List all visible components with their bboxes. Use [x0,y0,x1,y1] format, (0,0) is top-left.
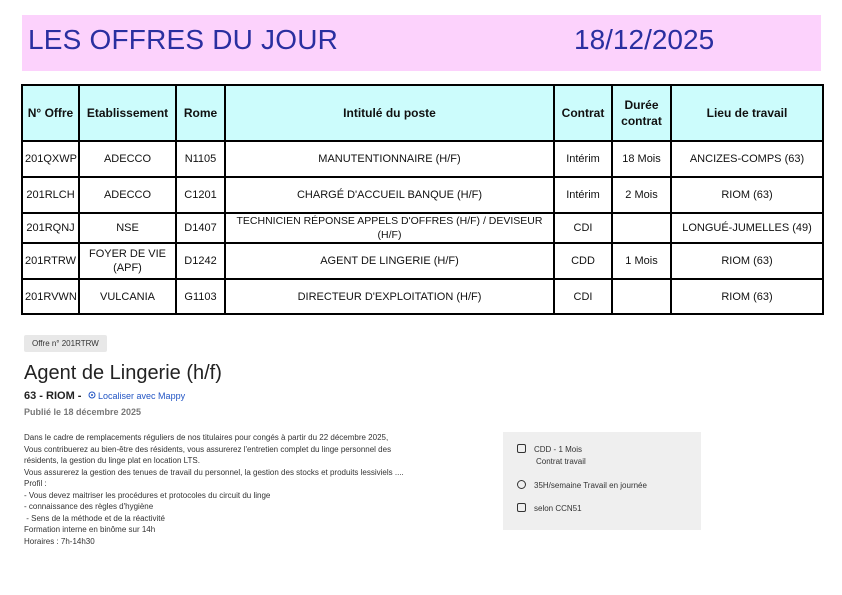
cell-establishment: ADECCO [79,141,176,177]
contract-type: CDD - 1 Mois [534,445,583,454]
cell-duration: 1 Mois [612,243,671,279]
description-line: Vous assurerez la gestion des tenues de travail du personnel, la gestion des stocks et produits lessiviels .... [24,467,404,477]
table-row [22,213,823,243]
clock-icon [517,480,526,489]
description-line: - connaissance des règles d'hygiène [24,502,154,511]
cell-offer-number: 201RVWN [22,279,79,314]
cell-contract: CDI [554,213,612,243]
cell-duration [612,213,671,243]
map-link[interactable] [88,391,186,401]
cell-establishment: FOYER DE VIE (APF) [79,243,176,279]
cell-location: RIOM (63) [671,177,823,213]
description-line: Dans le cadre de remplacements réguliers de nos titulaires pour congés à partir du 22 décembre 2025, [24,433,389,442]
cell-rome: G1103 [176,279,225,314]
cell-contract: CDD [554,243,612,279]
salary-info [517,503,582,515]
column-header: Durée contrat [612,85,671,141]
column-header: Intitulé du poste [225,85,554,141]
column-header: N° Offre [22,85,79,141]
cell-offer-number: 201RQNJ [22,213,79,243]
cell-job-title: TECHNICIEN RÉPONSE APPELS D'OFFRES (H/F) / DEVISEUR (H/F) [225,213,554,243]
table-header-row [22,85,823,141]
cell-duration: 2 Mois [612,177,671,213]
contract-info [517,444,586,468]
offer-detail [24,335,704,585]
column-header: Contrat [554,85,612,141]
column-header: Lieu de travail [671,85,823,141]
cell-contract: CDI [554,279,612,314]
salary-text: selon CCN51 [534,504,582,513]
cell-duration [612,279,671,314]
cell-job-title: AGENT DE LINGERIE (H/F) [225,243,554,279]
edit-icon [517,444,526,453]
location-pin-icon [88,391,96,400]
description-line: Formation interne en binôme sur 14h [24,525,156,534]
cell-rome: D1242 [176,243,225,279]
column-header: Etablissement [79,85,176,141]
table-row [22,243,823,279]
cell-duration: 18 Mois [612,141,671,177]
column-header: Rome [176,85,225,141]
cell-establishment: NSE [79,213,176,243]
wallet-icon [517,503,526,512]
cell-offer-number: 201RLCH [22,177,79,213]
description-line: Horaires : 7h-14h30 [24,536,95,546]
cell-job-title: MANUTENTIONNAIRE (H/F) [225,141,554,177]
contract-sub: Contrat travail [536,457,586,466]
offer-number-tag: Offre n° 201RTRW [24,335,107,352]
cell-location: ANCIZES-COMPS (63) [671,141,823,177]
cell-job-title: CHARGÉ D'ACCUEIL BANQUE (H/F) [225,177,554,213]
cell-contract: Intérim [554,177,612,213]
cell-location: RIOM (63) [671,279,823,314]
header-banner [22,15,821,71]
cell-location: LONGUÉ-JUMELLES (49) [671,213,823,243]
cell-offer-number: 201RTRW [22,243,79,279]
cell-offer-number: 201QXWP [22,141,79,177]
cell-rome: N1105 [176,141,225,177]
offers-table [21,84,824,315]
cell-location: RIOM (63) [671,243,823,279]
description-line: Profil : [24,479,47,488]
table-row [22,141,823,177]
cell-rome: D1407 [176,213,225,243]
published-date: Publié le 18 décembre 2025 [24,407,142,417]
offer-summary-card [503,432,701,530]
description-line: - Vous devez maitriser les procédures et protocoles du circuit du linge [24,490,271,500]
cell-rome: C1201 [176,177,225,213]
cell-establishment: ADECCO [79,177,176,213]
description-line: - Sens de la méthode et de la réactivité [24,513,165,523]
location-text: 63 - RIOM - [24,390,82,402]
table-row [22,177,823,213]
offer-title: Agent de Lingerie (h/f) [24,362,222,384]
cell-establishment: VULCANIA [79,279,176,314]
hours-text: 35H/semaine Travail en journée [534,481,647,490]
offer-location [24,390,185,402]
page-date: 18/12/2025 [574,24,715,55]
description-line: résidents, la gestion du linge plat en location LTS. [24,456,200,465]
description-line: Vous contribuerez au bien-être des résidents, vous assurerez l'entretien complet du linge personnel des [24,444,392,454]
map-link-label[interactable]: Localiser avec Mappy [98,391,186,401]
cell-contract: Intérim [554,141,612,177]
table-row [22,279,823,314]
page-title: LES OFFRES DU JOUR [28,24,339,55]
cell-job-title: DIRECTEUR D'EXPLOITATION (H/F) [225,279,554,314]
hours-info [517,480,647,492]
offer-description [24,432,454,547]
